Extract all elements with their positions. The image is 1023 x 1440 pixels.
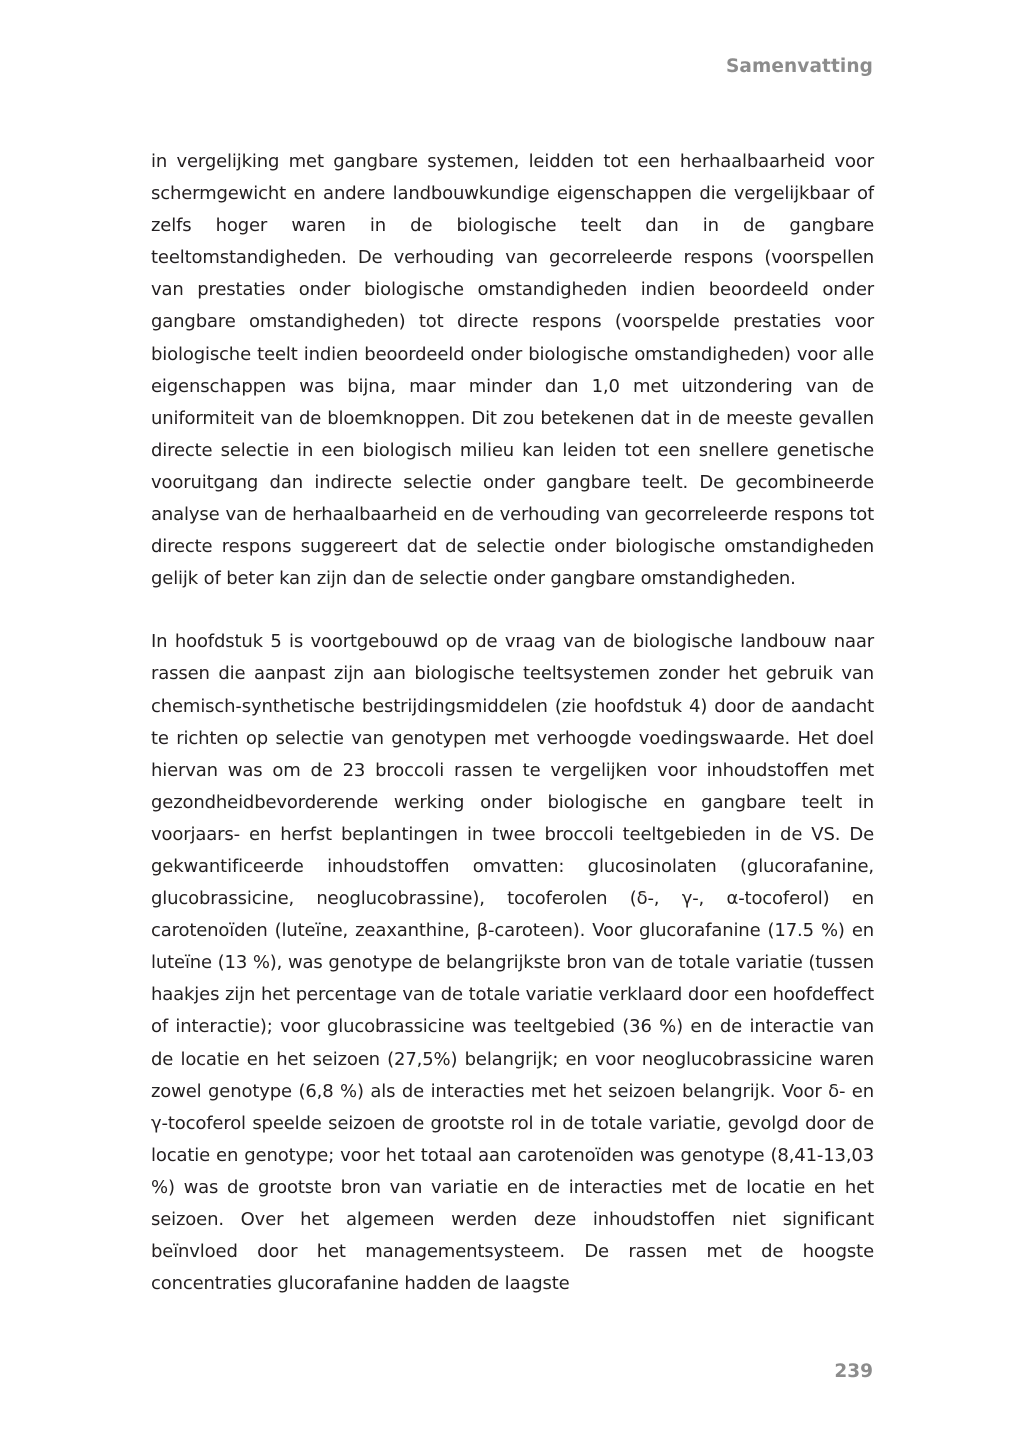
body-text: [151, 146, 874, 1300]
running-head-title: Samenvatting: [726, 56, 873, 77]
paragraph-2: In hoofdstuk 5 is voortgebouwd op de vraag van de biologische landbouw naar rassen die aanpast zijn aan biologische teeltsystemen zonder het gebruik van chemisch-synthetische bestrijdingsmiddelen (zie hoofdstuk 4) door de aandacht te richten op selectie van genotypen met verhoogde voedingswaarde. Het doel hiervan was om de 23 broccoli rassen te vergelijken voor inhoudstoffen met gezondheidbevorderende werking onder biologische en gangbare teelt in voorjaars- en herfst beplantingen in twee broccoli teeltgebieden in de VS. De gekwantificeerde inhoudstoffen omvatten: glucosinolaten (glucorafanine, glucobrassicine, neoglucobrassine), tocoferolen (δ-, γ-, α-tocoferol) en carotenoïden (luteïne, zeaxanthine, β-caroteen). Voor glucorafanine (17.5 %) en luteïne (13 %), was genotype de belangrijkste bron van de totale variatie (tussen haakjes zijn het percentage van de totale variatie verklaard door een hoofdeffect of interactie); voor glucobrassicine was teeltgebied (36 %) en de interactie van de locatie en het seizoen (27,5%) belangrijk; en voor neoglucobrassicine waren zowel genotype (6,8 %) als de interacties met het seizoen belangrijk. Voor δ- en γ-tocoferol speelde seizoen de grootste rol in de totale variatie, gevolgd door de locatie en genotype; voor het totaal aan carotenoïden was genotype (8,41-13,03 %) was de grootste bron van variatie en de interacties met de locatie en het seizoen. Over het algemeen werden deze inhoudstoffen niet significant beïnvloed door het managementsysteem. De rassen met de hoogste concentraties glucorafanine hadden de laagste: [151, 631, 874, 1295]
paragraph-1: in vergelijking met gangbare systemen, leidden tot een herhaalbaarheid voor schermgewicht en andere landbouwkundige eigenschappen die vergelijkbaar of zelfs hoger waren in de biologische teelt dan in de gangbare teeltomstandigheden. De verhouding van gecorreleerde respons (voorspellen van prestaties onder biologische omstandigheden indien beoordeeld onder gangbare omstandigheden) tot directe respons (voorspelde prestaties voor biologische teelt indien beoordeeld onder biologische omstandigheden) voor alle eigenschappen was bijna, maar minder dan 1,0 met uitzondering van de uniformiteit van de bloemknoppen. Dit zou betekenen dat in de meeste gevallen directe selectie in een biologisch milieu kan leiden tot een snellere genetische vooruitgang dan indirecte selectie onder gangbare teelt. De gecombineerde analyse van de herhaalbaarheid en de verhouding van gecorreleerde respons tot directe respons suggereert dat de selectie onder biologische omstandigheden gelijk of beter kan zijn dan de selectie onder gangbare omstandigheden.: [151, 151, 874, 590]
page-number: 239: [834, 1361, 873, 1382]
